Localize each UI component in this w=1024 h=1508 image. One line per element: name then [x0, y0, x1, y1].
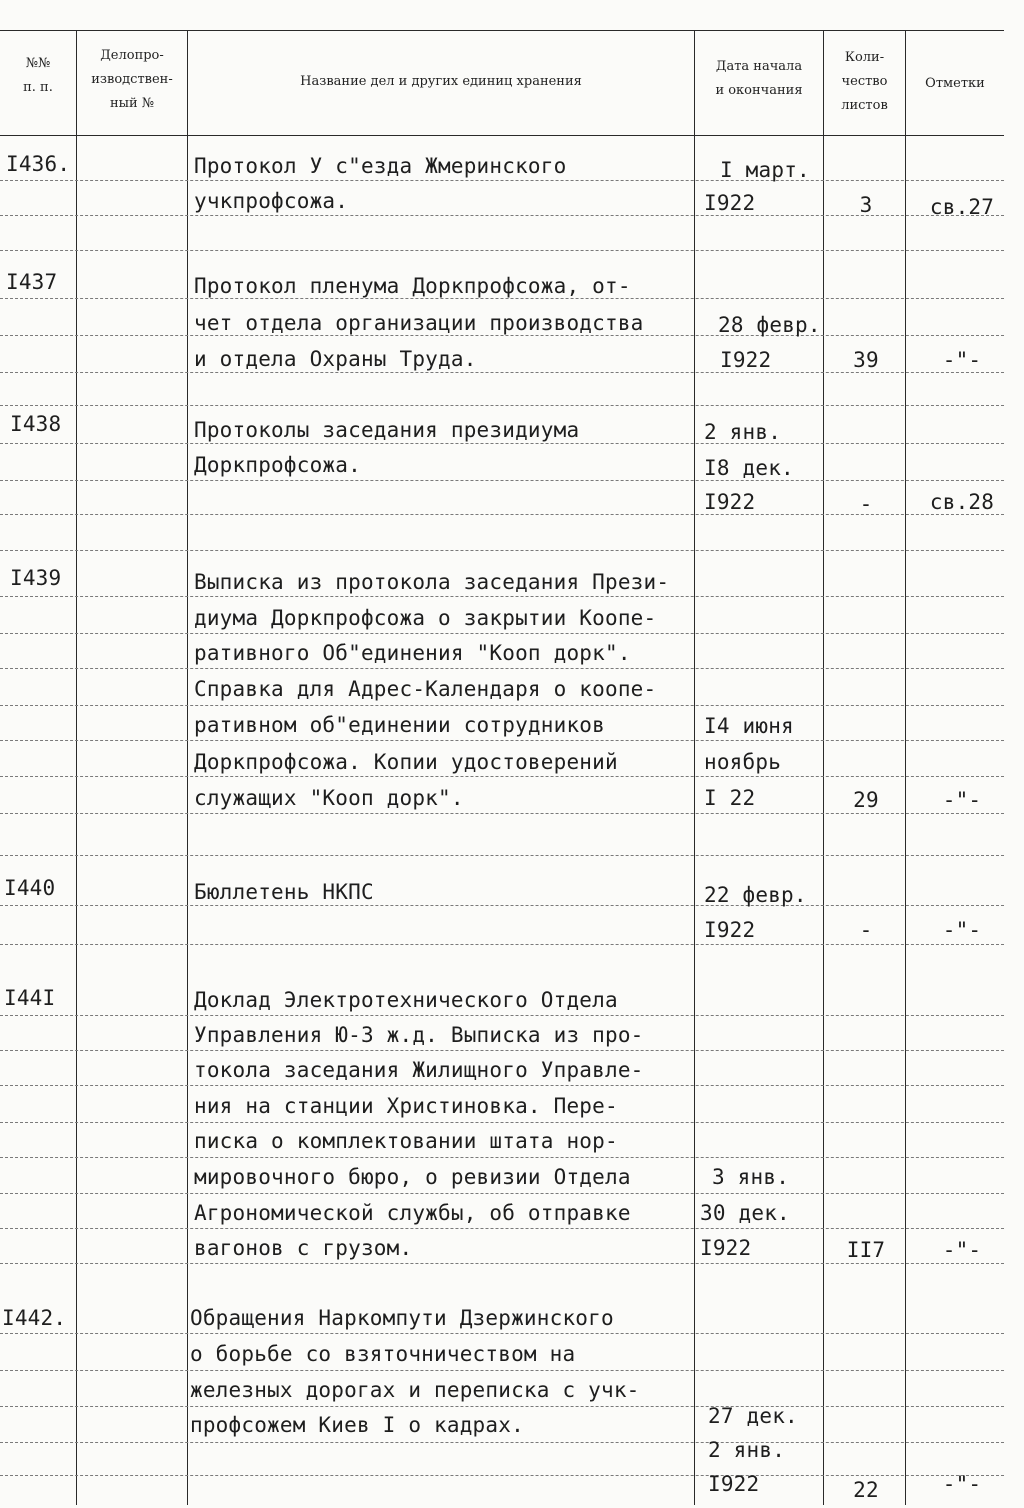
item-title-line: Агрономической службы, об отправке — [194, 1201, 631, 1225]
item-title-line: ния на станции Христиновка. Пере- — [194, 1094, 618, 1118]
header-text: Коли- — [844, 50, 885, 65]
header-text: листов — [841, 98, 888, 113]
item-date: ноябрь — [704, 750, 782, 774]
column-divider — [823, 30, 824, 1505]
header-col-notes — [906, 72, 1004, 96]
item-title-line: профсожем Киев I о кадрах. — [190, 1413, 524, 1437]
header-col-dates — [695, 55, 823, 103]
column-divider — [187, 30, 188, 1505]
item-date: 27 дек. — [708, 1404, 798, 1428]
item-note: -"- — [942, 1238, 982, 1262]
header-text: №№ — [25, 56, 51, 71]
item-date: I 22 — [704, 786, 756, 810]
item-note: св.28 — [929, 490, 995, 514]
item-title-line: учкпрофсожа. — [194, 189, 349, 213]
column-divider — [905, 30, 906, 1505]
item-title-line: Выписка из протокола заседания Прези- — [194, 570, 670, 594]
item-date: 3 янв. — [712, 1165, 790, 1189]
item-date: I4 июня — [704, 714, 794, 738]
item-number: I44I — [4, 986, 56, 1010]
item-date: 28 февр. — [718, 313, 821, 337]
item-title-line: Обращения Наркомпути Дзержинского — [190, 1306, 614, 1330]
item-title-line: Протокол пленума Доркпрофсожа, от- — [194, 274, 631, 298]
item-title-line: Протокол У с"езда Жмеринского — [194, 154, 567, 178]
item-title-line: Доркпрофсожа. — [194, 453, 361, 477]
item-sheet-count: 22 — [853, 1478, 879, 1502]
item-date: I март. — [720, 158, 810, 182]
item-sheet-count: 3 — [859, 193, 873, 217]
header-col-office-number — [77, 44, 187, 116]
item-number: I440 — [4, 876, 56, 900]
item-title-line: Бюллетень НКПС — [194, 880, 374, 904]
header-text: ный № — [109, 96, 155, 111]
item-date: 2 янв. — [704, 420, 782, 444]
header-text: Название дел и других единиц хранения — [300, 74, 582, 89]
item-sheet-count: II7 — [846, 1238, 886, 1262]
item-title-line: Протоколы заседания президиума — [194, 418, 580, 442]
item-number: I442. — [2, 1306, 67, 1330]
item-sheet-count: 29 — [853, 788, 879, 812]
header-text: Дата начала — [715, 59, 803, 74]
column-divider — [76, 30, 77, 1505]
item-date: 30 дек. — [700, 1201, 790, 1225]
item-sheet-count: - — [859, 492, 873, 516]
item-number: I439 — [10, 566, 62, 590]
item-sheet-count: - — [859, 918, 873, 942]
item-number: I437 — [6, 270, 58, 294]
item-note: -"- — [942, 1472, 982, 1496]
header-bottom-rule — [0, 135, 1004, 136]
ruling-line — [0, 550, 1004, 551]
ruling-line — [0, 855, 1004, 856]
header-text: чество — [841, 74, 888, 89]
header-col-title — [188, 70, 694, 94]
item-date: 22 февр. — [704, 883, 807, 907]
item-note: -"- — [942, 918, 982, 942]
item-date: I922 — [700, 1236, 752, 1260]
header-top-rule — [0, 30, 1004, 31]
header-text: Отметки — [925, 76, 985, 91]
item-title-line: Доркпрофсожа. Копии удостоверений — [194, 750, 618, 774]
item-title-line: служащих "Кооп дорк". — [194, 786, 464, 810]
ruling-line — [0, 405, 1004, 406]
item-title-line: токола заседания Жилищного Управле- — [194, 1058, 644, 1082]
item-date: I922 — [704, 191, 756, 215]
header-text: п. п. — [23, 80, 53, 95]
item-title-line: писка о комплектовании штата нор- — [194, 1129, 618, 1153]
header-text: изводствен- — [91, 72, 173, 87]
item-date: I922 — [704, 918, 756, 942]
item-title-line: Управления Ю-З ж.д. Выписка из про- — [194, 1023, 644, 1047]
column-divider — [694, 30, 695, 1505]
item-title-line: диума Доркпрофсожа о закрытии Коопе- — [194, 606, 657, 630]
item-title-line: о борьбе со взяточничеством на — [190, 1342, 576, 1366]
item-date: 2 янв. — [708, 1438, 786, 1462]
item-title-line: чет отдела организации производства — [194, 311, 644, 335]
item-title-line: ративного Об"единения "Кооп дорк". — [194, 641, 631, 665]
item-title-line: Доклад Электротехнического Отдела — [194, 988, 618, 1012]
header-text: и окончания — [715, 83, 803, 98]
item-title-line: ративном об"единении сотрудников — [194, 713, 605, 737]
header-col-number — [0, 52, 76, 100]
ruling-line — [0, 250, 1004, 251]
item-number: I438 — [10, 412, 62, 436]
item-title-line: Справка для Адрес-Календаря о коопе- — [194, 677, 657, 701]
item-date: I8 дек. — [704, 456, 794, 480]
item-date: I922 — [720, 348, 772, 372]
item-date: I922 — [708, 1472, 760, 1496]
item-title-line: мировочного бюро, о ревизии Отдела — [194, 1165, 631, 1189]
item-note: -"- — [942, 788, 982, 812]
item-title-line: железных дорогах и переписка с учк- — [190, 1378, 640, 1402]
item-number: I436. — [6, 152, 71, 176]
ruling-line — [0, 905, 1004, 906]
header-text: Делопро- — [100, 48, 164, 63]
item-note: -"- — [942, 348, 982, 372]
item-date: I922 — [704, 490, 756, 514]
item-title-line: и отдела Охраны Труда. — [194, 347, 477, 371]
item-note: св.27 — [929, 195, 995, 219]
item-sheet-count: 39 — [853, 348, 879, 372]
header-col-sheet-count — [824, 46, 905, 118]
ruling-line — [0, 480, 1004, 481]
item-title-line: вагонов с грузом. — [194, 1236, 413, 1260]
